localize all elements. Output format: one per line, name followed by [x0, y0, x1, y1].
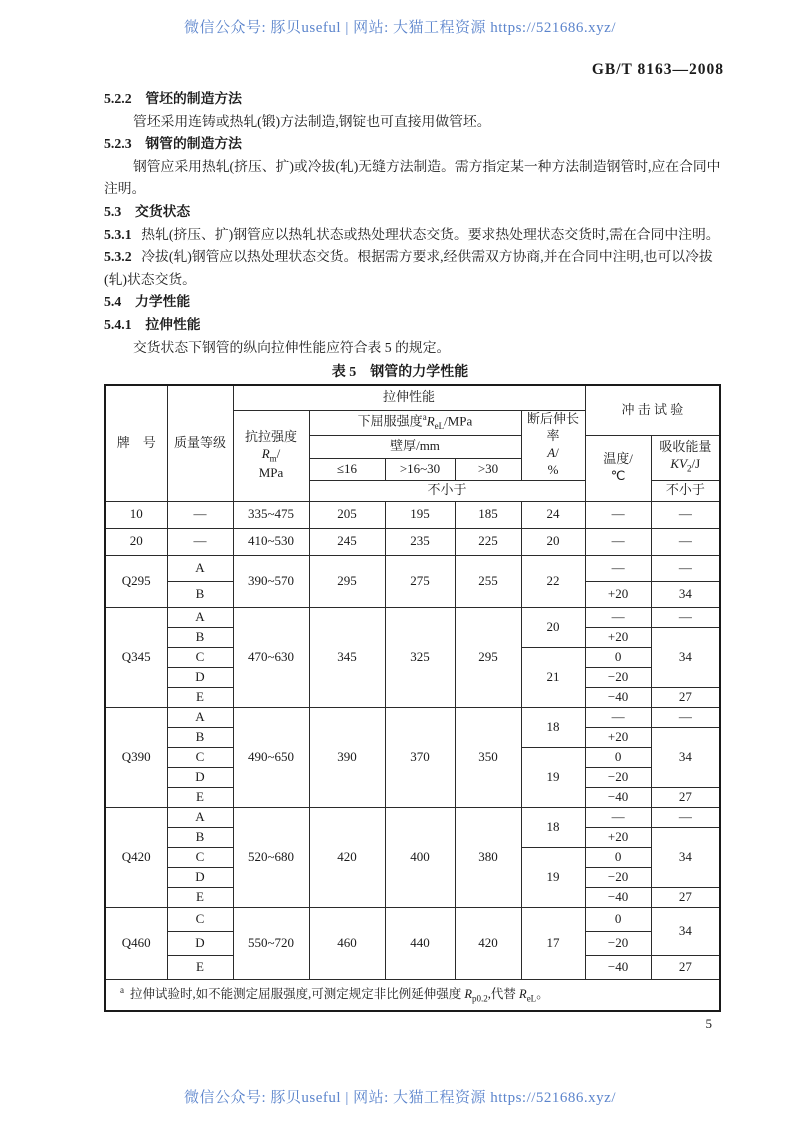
cell-yield3: 350	[455, 707, 521, 807]
cell-energy: 27	[651, 787, 720, 807]
cell-elongation: 21	[521, 647, 585, 707]
cell-elongation: 18	[521, 807, 585, 847]
clause-5-3-2	[104, 246, 726, 291]
cell-energy: —	[651, 807, 720, 827]
cell-energy: 34	[651, 727, 720, 787]
cell-grade: A	[167, 807, 233, 827]
cell-energy: 34	[651, 907, 720, 955]
section-heading-5-3: 5.3 交货状态	[104, 203, 191, 219]
cell-yield1: 245	[309, 528, 385, 555]
cell-yield2: 370	[385, 707, 455, 807]
cell-yield2: 400	[385, 807, 455, 907]
cell-yield2: 195	[385, 501, 455, 528]
cell-elongation: 22	[521, 555, 585, 607]
cell-yield2: 275	[385, 555, 455, 607]
cell-temp: −20	[585, 667, 651, 687]
cell-grade: —	[167, 528, 233, 555]
cell-elongation: 18	[521, 707, 585, 747]
wechat-banner-bottom: 微信公众号: 豚贝useful | 网站: 大猫工程资源 https://521686.xyz/	[184, 1090, 616, 1106]
cell-elongation: 17	[521, 907, 585, 979]
tensile-strength-label: 抗拉强度	[244, 428, 297, 444]
cell-grade: E	[167, 687, 233, 707]
cell-yield3: 185	[455, 501, 521, 528]
cell-temp: −20	[585, 867, 651, 887]
col-header-yield-strength: 下屈服强度$^aR_{eL}$/MPa	[309, 410, 521, 435]
cell-energy: —	[651, 501, 720, 528]
cell-grade: B	[167, 581, 233, 607]
cell-grade: C	[167, 907, 233, 931]
cell-temp: +20	[585, 727, 651, 747]
clause-5-3-1	[104, 224, 726, 247]
cell-temp: +20	[585, 581, 651, 607]
mechanical-properties-table	[104, 384, 721, 1012]
cell-brand: Q345	[105, 607, 167, 707]
clause-text: 冷拔(轧)钢管应以热处理状态交货。根据需方要求,经供需双方协商,并在合同中注明,也可以冷拔(轧)状态交货。	[104, 249, 713, 287]
paragraph-5-2-2: 管坯采用连铸或热轧(锻)方法制造,钢锭也可直接用做管坯。	[132, 113, 491, 129]
page-number: 5	[705, 1016, 712, 1031]
col-header-brand: 牌 号	[105, 385, 167, 501]
cell-energy: 27	[651, 687, 720, 707]
col-header-wall-le16: ≤16	[309, 458, 385, 480]
cell-temp: 0	[585, 847, 651, 867]
cell-grade: D	[167, 667, 233, 687]
cell-energy: 34	[651, 627, 720, 687]
cell-temp: 0	[585, 907, 651, 931]
cell-yield1: 345	[309, 607, 385, 707]
cell-elongation: 20	[521, 528, 585, 555]
cell-grade: E	[167, 787, 233, 807]
cell-yield3: 225	[455, 528, 521, 555]
group-header-tensile: 拉伸性能	[233, 385, 585, 410]
cell-temp: —	[585, 807, 651, 827]
tensile-strength-symbol: $R_m/$	[261, 445, 281, 464]
cell-temp: −20	[585, 931, 651, 955]
cell-grade: C	[167, 747, 233, 767]
col-header-wall-gt30: >30	[455, 458, 521, 480]
cell-yield3: 420	[455, 907, 521, 979]
cell-yield1: 205	[309, 501, 385, 528]
table-row	[105, 707, 720, 727]
standard-code: GB/T 8163—2008	[591, 61, 724, 78]
cell-rm: 490~650	[233, 707, 309, 807]
cell-temp: 0	[585, 647, 651, 667]
cell-temp: +20	[585, 827, 651, 847]
cell-energy: 27	[651, 955, 720, 979]
table-row	[105, 501, 720, 528]
cell-temp: −20	[585, 767, 651, 787]
cell-yield3: 380	[455, 807, 521, 907]
cell-yield2: 440	[385, 907, 455, 979]
paragraph-5-4-1: 交货状态下钢管的纵向拉伸性能应符合表 5 的规定。	[132, 339, 451, 355]
table-footnote: $^a$ 拉伸试验时,如不能测定屈服强度,可测定规定非比例延伸强度 $R_{p0.2}$,代替 $R_{eL}$。	[105, 979, 720, 1011]
cell-energy: 34	[651, 581, 720, 607]
cell-energy: —	[651, 528, 720, 555]
body-text	[104, 88, 726, 359]
cell-rm: 335~475	[233, 501, 309, 528]
section-heading-5-2-3: 5.2.3 钢管的制造方法	[104, 136, 242, 152]
section-heading-5-2-2: 5.2.2 管坯的制造方法	[104, 91, 242, 106]
cell-temp: +20	[585, 627, 651, 647]
cell-rm: 550~720	[233, 907, 309, 979]
section-heading-5-4-1: 5.4.1 拉伸性能	[104, 316, 201, 332]
wechat-banner-top: 微信公众号: 豚贝useful | 网站: 大猫工程资源 https://521686.xyz/	[184, 20, 616, 36]
cell-yield1: 295	[309, 555, 385, 607]
cell-grade: —	[167, 501, 233, 528]
cell-temp: —	[585, 555, 651, 581]
table-row	[105, 807, 720, 827]
cell-grade: D	[167, 867, 233, 887]
clause-text: 热轧(挤压、扩)钢管应以热轧状态或热处理状态交货。要求热处理状态交货时,需在合同中注明。	[141, 226, 720, 242]
cell-grade: B	[167, 727, 233, 747]
col-header-absorbed-energy: 吸收能量 $KV_2/J$	[651, 435, 720, 480]
cell-brand: Q460	[105, 907, 167, 979]
cell-grade: A	[167, 607, 233, 627]
tensile-strength-unit: MPa	[258, 465, 284, 481]
cell-temp: —	[585, 607, 651, 627]
cell-temp: —	[585, 707, 651, 727]
table-row	[105, 528, 720, 555]
col-header-tensile-strength	[233, 410, 309, 501]
cell-energy: —	[651, 707, 720, 727]
cell-grade: C	[167, 647, 233, 667]
cell-elongation: 19	[521, 847, 585, 907]
cell-energy: —	[651, 607, 720, 627]
cell-grade: D	[167, 767, 233, 787]
cell-yield3: 255	[455, 555, 521, 607]
col-header-wall-thickness: 壁厚/mm	[309, 435, 521, 458]
cell-grade: B	[167, 627, 233, 647]
cell-temp: −40	[585, 687, 651, 707]
cell-yield1: 460	[309, 907, 385, 979]
table-row	[105, 907, 720, 931]
cell-grade: C	[167, 847, 233, 867]
cell-temp: −40	[585, 787, 651, 807]
cell-energy: 34	[651, 827, 720, 887]
cell-grade: A	[167, 707, 233, 727]
cell-yield3: 295	[455, 607, 521, 707]
clause-number: 5.3.1	[104, 226, 132, 242]
table-footnote-row	[105, 979, 720, 1011]
paragraph-5-2-3: 钢管应采用热轧(挤压、扩)或冷拔(轧)无缝方法制造。需方指定某一种方法制造钢管时,应在合同中注明。	[104, 158, 721, 197]
table-title: 表 5 钢管的力学性能	[331, 365, 469, 380]
cell-rm: 470~630	[233, 607, 309, 707]
clause-number: 5.3.2	[104, 249, 132, 265]
cell-elongation: 20	[521, 607, 585, 647]
cell-rm: 520~680	[233, 807, 309, 907]
col-header-elongation: 断后伸长率 A/ %	[521, 410, 585, 480]
cell-energy: 27	[651, 887, 720, 907]
cell-yield1: 420	[309, 807, 385, 907]
cell-grade: E	[167, 955, 233, 979]
group-header-impact: 冲 击 试 验	[585, 385, 720, 435]
cell-grade: D	[167, 931, 233, 955]
cell-grade: B	[167, 827, 233, 847]
cell-grade: E	[167, 887, 233, 907]
cell-energy: —	[651, 555, 720, 581]
col-header-grade: 质量等级	[167, 385, 233, 501]
cell-brand: Q420	[105, 807, 167, 907]
cell-yield2: 325	[385, 607, 455, 707]
cell-temp: −40	[585, 955, 651, 979]
cell-brand: 10	[105, 501, 167, 528]
cell-brand: Q295	[105, 555, 167, 607]
cell-yield1: 390	[309, 707, 385, 807]
col-header-wall-16-30: >16~30	[385, 458, 455, 480]
cell-elongation: 24	[521, 501, 585, 528]
cell-brand: 20	[105, 528, 167, 555]
cell-temp: —	[585, 528, 651, 555]
cell-elongation: 19	[521, 747, 585, 807]
table-row	[105, 607, 720, 627]
not-less-than-left: 不小于	[309, 480, 585, 501]
table-row	[105, 555, 720, 581]
cell-rm: 390~570	[233, 555, 309, 607]
not-less-than-right: 不小于	[651, 480, 720, 501]
cell-rm: 410~530	[233, 528, 309, 555]
cell-temp: −40	[585, 887, 651, 907]
cell-grade: A	[167, 555, 233, 581]
col-header-temperature: 温度/ ℃	[585, 435, 651, 501]
cell-brand: Q390	[105, 707, 167, 807]
cell-yield2: 235	[385, 528, 455, 555]
section-heading-5-4: 5.4 力学性能	[104, 294, 191, 310]
cell-temp: —	[585, 501, 651, 528]
cell-temp: 0	[585, 747, 651, 767]
